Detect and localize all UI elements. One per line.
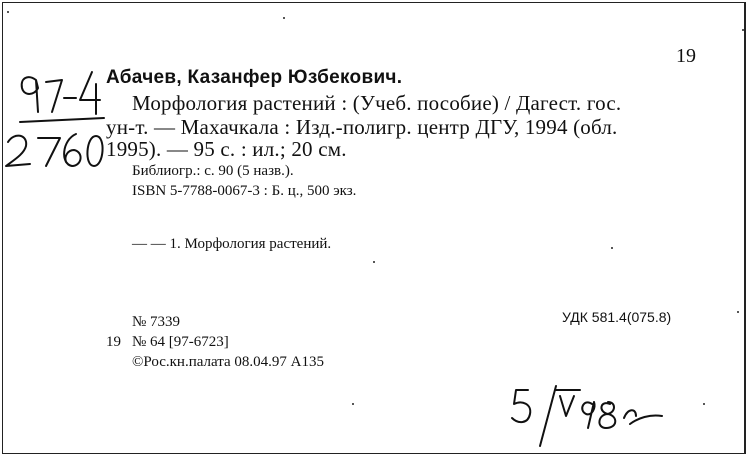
handwriting-date [512,386,662,446]
registration-number: № 64 [97-6723] [132,334,229,350]
bibliography: Библиогр.: с. 90 (5 назв.). [132,163,294,179]
book-chamber-stamp: ©Рос.кн.палата 08.04.97 А135 [132,354,325,370]
isbn: ISBN 5-7788-0067-3 : Б. ц., 500 экз. [132,183,357,199]
subject-heading: — — 1. Морфология растений. [132,236,332,252]
author: Абачев, Казанфер Юзбекович. [106,67,403,88]
title-line-2: ун-т. — Махачкала : Изд.-полигр. центр ДГУ, 1994 (обл. [106,115,618,139]
handwriting-97-4 [20,72,104,122]
card-number: № 7339 [132,314,181,330]
handwriting-2760 [6,134,103,166]
udc-code: УДК 581.4(075.8) [562,309,672,325]
title-line-3: 1995). — 95 с. : ил.; 20 см. [106,137,347,161]
page-number: 19 [676,45,696,67]
title-line-1: Морфология растений : (Учеб. пособие) / Дагест. гос. [132,91,622,115]
card-number-prefix: 19 [106,334,121,350]
